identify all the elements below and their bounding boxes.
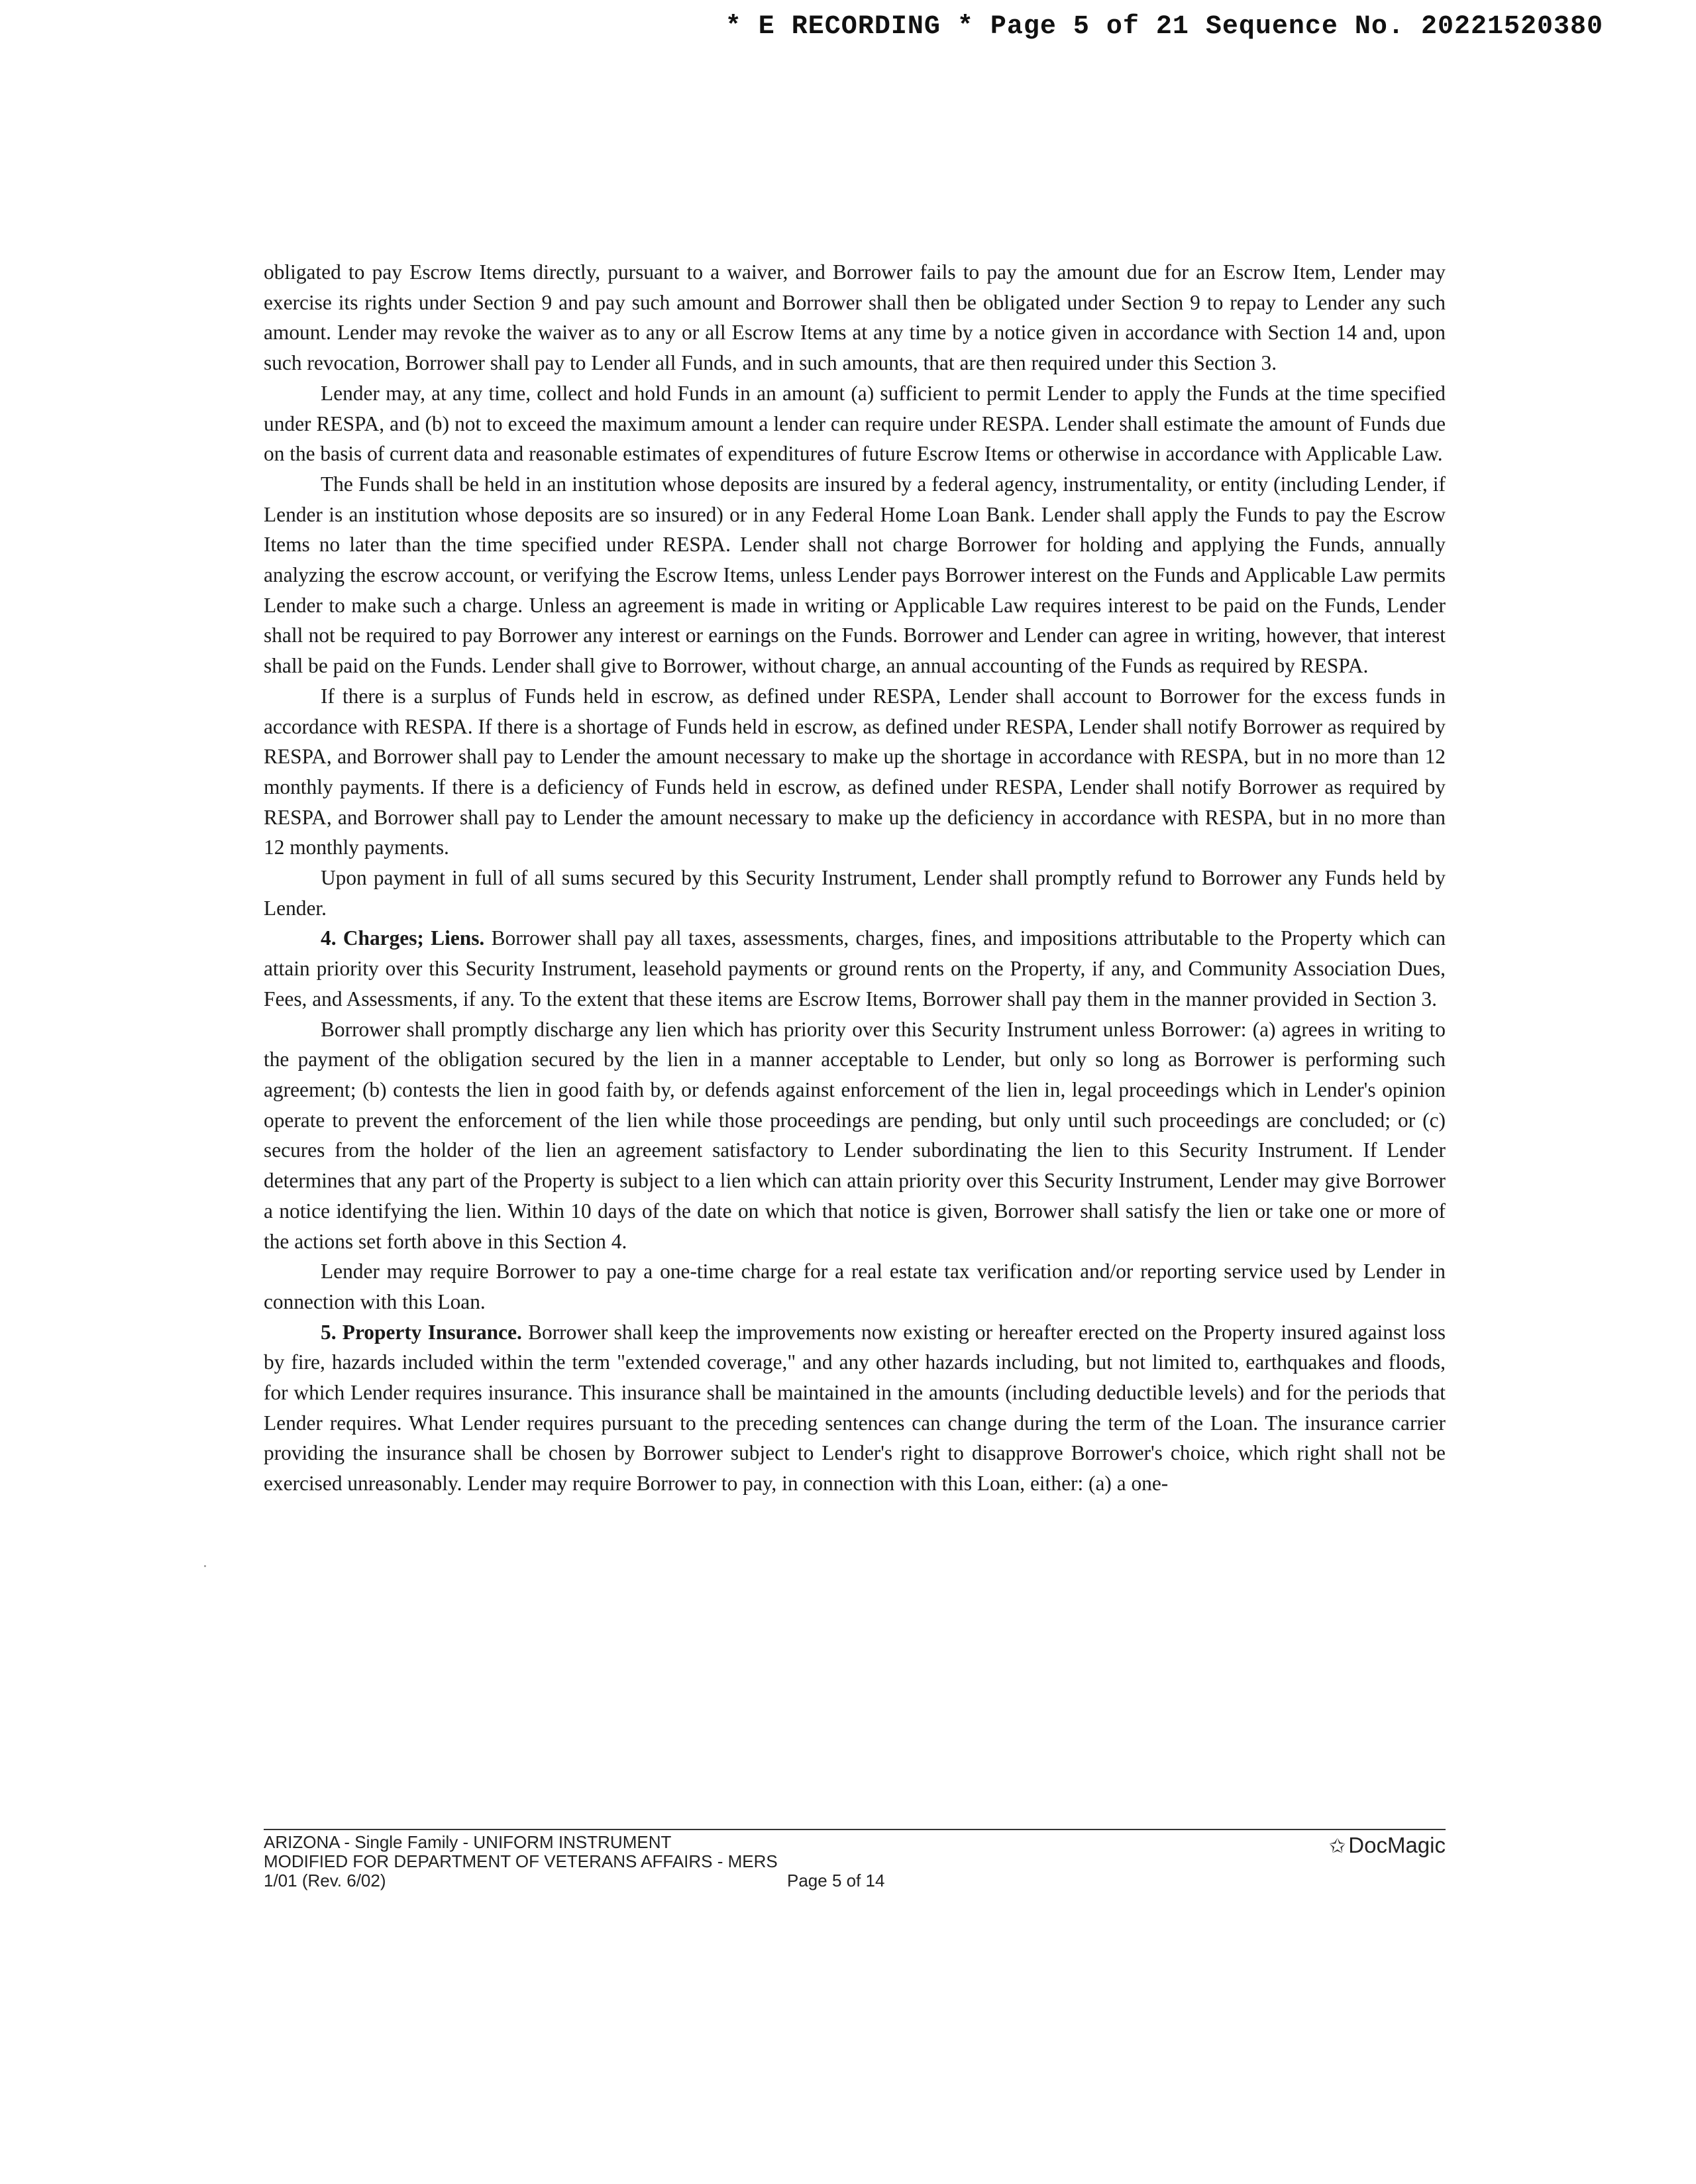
footer-divider [264,1829,1446,1830]
footer-page-number: Page 5 of 14 [787,1871,885,1890]
section-4-text: Borrower shall pay all taxes, assessments, charges, fines, and impositions attributable to the Property which can attain priority over this Security Instrument, leasehold payments or ground rents on the Property, if any, and Community Association Dues, Fees, and Assessments, if any. To the extent that these items are Escrow Items, Borrower shall pay them in the manner provided in Section 3. [264,926,1446,1010]
paragraph-collect-funds: Lender may, at any time, collect and hold Funds in an amount (a) sufficient to permit Lender to apply the Funds at the time specified under RESPA, and (b) not to exceed the maximum amount a lender can require under RESPA. Lender shall estimate the amount of Funds due on the basis of current data and reasonable estimates of expenditures of future Escrow Items or otherwise in accordance with Applicable Law. [264,381,1446,466]
paragraph-escrow-waiver: obligated to pay Escrow Items directly, pursuant to a waiver, and Borrower fails to pay the amount due for an Escrow Item, Lender may exercise its rights under Section 9 and pay such amount and Borrower shall then be obligated under Section 9 to repay to Lender any such amount. Lender may revoke the waiver as to any or all Escrow Items at any time by a notice given in accordance with Section 14 and, upon such revocation, Borrower shall pay to Lender all Funds, and in such amounts, that are then required under this Section 3. [264,260,1446,375]
footer-revision: 1/01 (Rev. 6/02) [264,1871,386,1890]
docmagic-logo [1329,1835,1446,1856]
footer-form-title: ARIZONA - Single Family - UNIFORM INSTRUMENT [264,1832,672,1852]
brand-name: DocMagic [1348,1833,1446,1857]
footer-form-subtitle: MODIFIED FOR DEPARTMENT OF VETERANS AFFAIRS - MERS [264,1851,778,1871]
recording-stamp: * E RECORDING * Page 5 of 21 Sequence No. 20221520380 [725,12,1603,42]
paragraph-surplus-shortage: If there is a surplus of Funds held in escrow, as defined under RESPA, Lender shall account to Borrower for the excess funds in accordance with RESPA. If there is a shortage of Funds held in escrow, as defined under RESPA, Lender shall notify Borrower as required by RESPA, and Borrower shall pay to Lender the amount necessary to make up the shortage in accordance with RESPA, but in no more than 12 monthly payments. If there is a deficiency of Funds held in escrow, as defined under RESPA, Lender shall notify Borrower as required by RESPA, and Borrower shall pay to Lender the amount necessary to make up the deficiency in accordance with RESPA, but in no more than 12 monthly payments. [264,684,1446,859]
page-footer [264,1833,1446,1890]
section-4-paragraph [264,923,1446,1014]
paragraph-discharge-lien: Borrower shall promptly discharge any lien which has priority over this Security Instrument unless Borrower: (a) agrees in writing to the payment of the obligation secured by the lien in a manner acceptable to Lender, but only so long as Borrower is performing such agreement; (b) contests the lien in good faith by, or defends against enforcement of the lien in, legal proceedings which in Lender's opinion operate to prevent the enforcement of the lien while those proceedings are pending, but only until such proceedings are concluded; or (c) secures from the holder of the lien an agreement satisfactory to Lender subordinating the lien to this Security Instrument. If Lender determines that any part of the Property is subject to a lien which can attain priority over this Security Instrument, Lender may give Borrower a notice identifying the lien. Within 10 days of the date on which that notice is given, Borrower shall satisfy the lien or take one or more of the actions set forth above in this Section 4. [264,1017,1446,1253]
document-body [264,257,1446,1499]
paragraph-tax-verification: Lender may require Borrower to pay a one-time charge for a real estate tax verification and/or reporting service used by Lender in connection with this Loan. [264,1260,1446,1313]
star-icon: ✩ [1329,1835,1346,1857]
paragraph-refund: Upon payment in full of all sums secured by this Security Instrument, Lender shall promptly refund to Borrower any Funds held by Lender. [264,866,1446,920]
section-5-text: Borrower shall keep the improvements now existing or hereafter erected on the Property insured against loss by fire, hazards included within the term "extended coverage," and any other hazards including, but not limited to, earthquakes and floods, for which Lender requires insurance. This insurance shall be maintained in the amounts (including deductible levels) and for the periods that Lender requires. What Lender requires pursuant to the preceding sentences can change during the term of the Loan. The insurance carrier providing the insurance shall be chosen by Borrower subject to Lender's right to disapprove Borrower's choice, which right shall not be exercised unreasonably. Lender may require Borrower to pay, in connection with this Loan, either: (a) a one- [264,1320,1446,1496]
paragraph-funds-institution: The Funds shall be held in an institution whose deposits are insured by a federal agency, instrumentality, or entity (including Lender, if Lender is an institution whose deposits are so insured) or in any Federal Home Loan Bank. Lender shall apply the Funds to pay the Escrow Items no later than the time specified under RESPA. Lender shall not charge Borrower for holding and applying the Funds, annually analyzing the escrow account, or verifying the Escrow Items, unless Lender pays Borrower interest on the Funds and Applicable Law permits Lender to make such a charge. Unless an agreement is made in writing or Applicable Law requires interest to be paid on the Funds, Lender shall not be required to pay Borrower any interest or earnings on the Funds. Borrower and Lender can agree in writing, however, that interest shall be paid on the Funds. Lender shall give to Borrower, without charge, an annual accounting of the Funds as required by RESPA. [264,472,1446,678]
section-5-heading: 5. Property Insurance. [321,1320,522,1344]
scan-speck [204,1565,206,1567]
section-4-heading: 4. Charges; Liens. [321,926,485,950]
section-5-paragraph [264,1317,1446,1499]
